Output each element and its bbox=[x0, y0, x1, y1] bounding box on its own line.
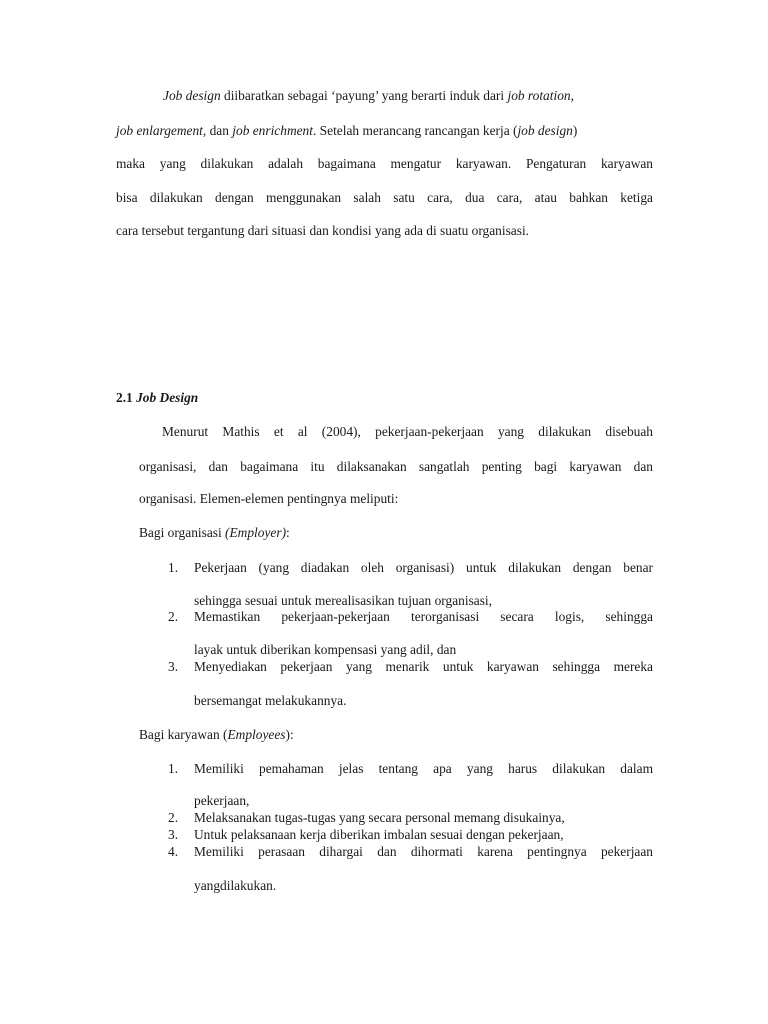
intro-italic-term: job enrichment bbox=[232, 123, 313, 138]
section-para-line-1: Menurut Mathis et al (2004), pekerjaan-pekerjaan yang dilakukan disebuah bbox=[162, 424, 653, 439]
employees-label-italic: Employees bbox=[227, 727, 286, 742]
list-item-line: layak untuk diberikan kompensasi yang adil, dan bbox=[194, 642, 457, 657]
list-number: 4. bbox=[168, 844, 179, 859]
list-number: 2. bbox=[168, 810, 179, 825]
list-item-line: bersemangat melakukannya. bbox=[194, 693, 347, 708]
intro-text: ) bbox=[572, 123, 578, 138]
intro-text: dan bbox=[206, 123, 233, 138]
list-number: 3. bbox=[168, 827, 179, 842]
section-para-line-2: organisasi, dan bagaimana itu dilaksanakan sangatlah penting bagi karyawan dan bbox=[139, 459, 653, 474]
intro-text: . Setelah merancang rancangan kerja ( bbox=[312, 123, 518, 138]
intro-line-2 bbox=[116, 123, 577, 139]
employer-label bbox=[139, 525, 290, 541]
employer-label-end: : bbox=[286, 525, 290, 540]
list-item-line: Pekerjaan (yang diadakan oleh organisasi) untuk dilakukan dengan benar bbox=[194, 560, 653, 575]
intro-italic-term: job design bbox=[517, 123, 573, 138]
intro-italic-term: Job design bbox=[163, 88, 221, 103]
employer-label-italic: (Employer) bbox=[225, 525, 287, 540]
list-number: 2. bbox=[168, 609, 179, 624]
section-title: Job Design bbox=[136, 390, 199, 405]
employer-label-text: Bagi organisasi bbox=[139, 525, 226, 540]
list-item-line: pekerjaan, bbox=[194, 793, 250, 808]
list-item-line: Memastikan pekerjaan-pekerjaan terorganisasi secara logis, sehingga bbox=[194, 609, 653, 624]
list-number: 1. bbox=[168, 761, 179, 776]
employees-label-end: ): bbox=[285, 727, 294, 742]
intro-line-5: cara tersebut tergantung dari situasi dan kondisi yang ada di suatu organisasi. bbox=[116, 223, 530, 238]
list-item-line: Untuk pelaksanaan kerja diberikan imbalan sesuai dengan pekerjaan, bbox=[194, 827, 564, 842]
list-item-line: sehingga sesuai untuk merealisasikan tujuan organisasi, bbox=[194, 593, 493, 608]
intro-text: diibaratkan sebagai ‘payung’ yang berarti induk dari bbox=[220, 88, 508, 103]
list-item-line: Melaksanakan tugas-tugas yang secara personal memang disukainya, bbox=[194, 810, 565, 825]
intro-line-4: bisa dilakukan dengan menggunakan salah satu cara, dua cara, atau bahkan ketiga bbox=[116, 190, 653, 205]
list-item-line: Memiliki pemahaman jelas tentang apa yang harus dilakukan dalam bbox=[194, 761, 653, 776]
list-item-line: yangdilakukan. bbox=[194, 878, 277, 893]
list-item-line: Menyediakan pekerjaan yang menarik untuk karyawan sehingga mereka bbox=[194, 659, 653, 674]
list-item-line: Memiliki perasaan dihargai dan dihormati karena pentingnya pekerjaan bbox=[194, 844, 653, 859]
intro-line-3: maka yang dilakukan adalah bagaimana mengatur karyawan. Pengaturan karyawan bbox=[116, 156, 653, 171]
section-number: 2.1 bbox=[116, 390, 133, 405]
employees-label bbox=[139, 727, 294, 743]
intro-italic-term: job enlargement, bbox=[116, 123, 207, 138]
intro-line-1 bbox=[163, 88, 574, 104]
list-number: 3. bbox=[168, 659, 179, 674]
section-para-line-3: organisasi. Elemen-elemen pentingnya meliputi: bbox=[139, 491, 399, 506]
intro-italic-term: job rotation, bbox=[507, 88, 574, 103]
employees-label-text: Bagi karyawan ( bbox=[139, 727, 228, 742]
section-heading bbox=[116, 390, 198, 406]
list-number: 1. bbox=[168, 560, 179, 575]
